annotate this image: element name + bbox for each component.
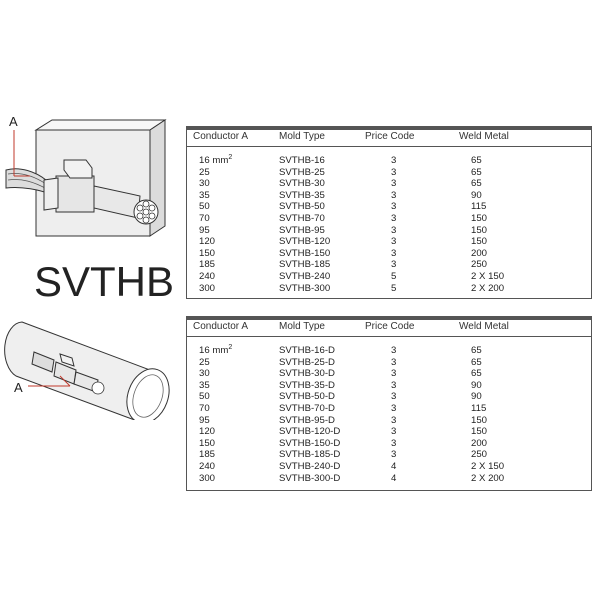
cell-price-code <box>391 201 471 213</box>
cell-weld-metal-text: 115 <box>471 201 487 213</box>
cell-price-code <box>391 391 471 403</box>
cell-price-code-text: 3 <box>391 247 397 259</box>
cell-weld-metal-text: 2 X 200 <box>471 472 505 484</box>
cell-weld-metal-text: 150 <box>471 414 488 426</box>
cell-conductor-text: 300 <box>199 472 216 484</box>
cell-weld-metal <box>471 201 571 213</box>
cell-mold-type-text: SVTHB-50 <box>279 201 325 213</box>
cell-weld-metal <box>471 225 571 237</box>
cell-conductor-text: 25 <box>199 166 210 178</box>
cell-weld-metal <box>471 380 571 392</box>
cell-conductor <box>187 213 279 225</box>
cell-weld-metal-text: 2 X 150 <box>471 460 505 472</box>
cell-conductor-text: 25 <box>199 356 210 368</box>
cell-price-code-text: 3 <box>391 391 397 403</box>
cell-mold-type-text: SVTHB-50-D <box>279 391 335 403</box>
cell-mold-type-text: SVTHB-30 <box>279 178 325 190</box>
table-row <box>187 403 591 415</box>
cell-conductor <box>187 391 279 403</box>
cell-mold-type-text: SVTHB-185-D <box>279 449 341 461</box>
cell-weld-metal-text: 90 <box>471 391 482 403</box>
cell-weld-metal <box>471 283 571 295</box>
cell-mold-type <box>279 167 391 179</box>
cell-conductor <box>187 380 279 392</box>
cell-weld-metal-text: 90 <box>471 189 482 201</box>
cell-price-code-text: 3 <box>391 414 397 426</box>
cell-conductor <box>187 357 279 369</box>
cell-mold-type <box>279 201 391 213</box>
svthb-spec-table <box>186 126 592 299</box>
cell-weld-metal-text: 65 <box>471 345 482 356</box>
cell-mold-type-text: SVTHB-300 <box>279 282 331 294</box>
cell-weld-metal <box>471 271 571 283</box>
table-body <box>187 147 591 294</box>
cell-price-code <box>391 236 471 248</box>
cell-weld-metal <box>471 190 571 202</box>
flat-plate-connection-drawing <box>0 100 180 250</box>
cell-conductor-text: 30 <box>199 368 210 380</box>
cell-weld-metal <box>471 368 571 380</box>
cell-price-code <box>391 283 471 295</box>
cell-price-code <box>391 438 471 450</box>
cell-conductor <box>187 178 279 190</box>
cell-price-code <box>391 178 471 190</box>
cell-weld-metal-text: 2 X 150 <box>471 270 505 282</box>
cell-mold-type-text: SVTHB-70 <box>279 212 325 224</box>
cell-price-code <box>391 357 471 369</box>
table-row <box>187 155 591 167</box>
cell-price-code-text: 3 <box>391 259 397 271</box>
cell-weld-metal-text: 90 <box>471 379 482 391</box>
cell-weld-metal-text: 65 <box>471 166 482 178</box>
cell-weld-metal <box>471 178 571 190</box>
table-row <box>187 368 591 380</box>
cell-price-code <box>391 449 471 461</box>
cell-price-code <box>391 213 471 225</box>
cell-mold-type-text: SVTHB-35 <box>279 189 325 201</box>
cell-conductor <box>187 473 279 485</box>
cell-mold-type <box>279 391 391 403</box>
table-header <box>187 130 591 147</box>
cell-conductor-text: 50 <box>199 201 210 213</box>
cell-conductor-text: 70 <box>199 402 210 414</box>
unit-superscript: 2 <box>228 343 233 351</box>
cell-conductor <box>187 201 279 213</box>
cell-price-code-text: 3 <box>391 345 397 356</box>
cell-price-code-text: 5 <box>391 282 397 294</box>
table-row <box>187 438 591 450</box>
cell-price-code <box>391 473 471 485</box>
cell-mold-type <box>279 449 391 461</box>
cell-conductor <box>187 155 279 167</box>
table-body <box>187 337 591 484</box>
cell-mold-type <box>279 380 391 392</box>
cell-conductor-text: 35 <box>199 189 210 201</box>
flat-plate-connection-illustration <box>0 100 180 250</box>
cell-mold-type <box>279 473 391 485</box>
cell-price-code <box>391 225 471 237</box>
table-row <box>187 271 591 283</box>
cell-price-code-text: 3 <box>391 356 397 368</box>
cell-mold-type-text: SVTHB-185 <box>279 259 331 271</box>
cell-weld-metal-text: 150 <box>471 426 488 438</box>
cell-weld-metal-text: 150 <box>471 236 488 248</box>
cell-conductor-text: 50 <box>199 391 210 403</box>
cell-mold-type <box>279 213 391 225</box>
cell-price-code <box>391 155 471 167</box>
cell-price-code-text: 5 <box>391 270 397 282</box>
cell-price-code <box>391 461 471 473</box>
callout-label-bottom: A <box>14 380 23 395</box>
cell-mold-type-text: SVTHB-95-D <box>279 414 335 426</box>
table-row <box>187 345 591 357</box>
table-row <box>187 391 591 403</box>
cell-price-code-text: 3 <box>391 236 397 248</box>
header-price-code: Price Code <box>365 321 415 332</box>
cell-mold-type <box>279 403 391 415</box>
cell-conductor-text: 95 <box>199 414 210 426</box>
cell-price-code-text: 3 <box>391 224 397 236</box>
header-price-code: Price Code <box>365 131 415 142</box>
cell-conductor <box>187 426 279 438</box>
cell-mold-type-text: SVTHB-95 <box>279 224 325 236</box>
table-row <box>187 426 591 438</box>
cell-price-code-text: 3 <box>391 426 397 438</box>
cell-mold-type <box>279 438 391 450</box>
cell-conductor <box>187 449 279 461</box>
cell-price-code <box>391 368 471 380</box>
cell-mold-type <box>279 357 391 369</box>
table-row <box>187 415 591 427</box>
header-mold-type: Mold Type <box>279 131 325 142</box>
cell-mold-type <box>279 248 391 260</box>
table-row <box>187 213 591 225</box>
cell-conductor-text: 300 <box>199 282 216 294</box>
cell-weld-metal-text: 200 <box>471 247 488 259</box>
cell-mold-type-text: SVTHB-30-D <box>279 368 335 380</box>
cell-conductor-text: 240 <box>199 270 216 282</box>
cell-weld-metal-text: 65 <box>471 178 482 190</box>
cell-price-code-text: 3 <box>391 189 397 201</box>
table-row <box>187 248 591 260</box>
cell-weld-metal <box>471 357 571 369</box>
cell-weld-metal-text: 250 <box>471 259 488 271</box>
table-row <box>187 473 591 485</box>
cell-mold-type-text: SVTHB-150-D <box>279 437 341 449</box>
table-header <box>187 320 591 337</box>
cell-price-code-text: 3 <box>391 368 397 380</box>
cell-conductor <box>187 415 279 427</box>
cell-price-code-text: 3 <box>391 402 397 414</box>
table-row <box>187 259 591 271</box>
table-row <box>187 178 591 190</box>
cell-weld-metal <box>471 236 571 248</box>
cell-weld-metal <box>471 213 571 225</box>
cell-mold-type <box>279 190 391 202</box>
cell-weld-metal <box>471 426 571 438</box>
cell-conductor <box>187 403 279 415</box>
cell-conductor <box>187 283 279 295</box>
cell-conductor <box>187 167 279 179</box>
cell-weld-metal <box>471 167 571 179</box>
cell-mold-type-text: SVTHB-16-D <box>279 345 335 356</box>
cell-mold-type-text: SVTHB-35-D <box>279 379 335 391</box>
header-mold-type: Mold Type <box>279 321 325 332</box>
cell-mold-type <box>279 461 391 473</box>
cell-price-code <box>391 259 471 271</box>
cell-conductor-text: 120 <box>199 236 216 248</box>
cell-weld-metal-text: 65 <box>471 155 482 166</box>
cell-mold-type <box>279 368 391 380</box>
cell-mold-type-text: SVTHB-25 <box>279 166 325 178</box>
cell-mold-type-text: SVTHB-300-D <box>279 472 341 484</box>
cell-price-code <box>391 415 471 427</box>
cell-weld-metal <box>471 345 571 357</box>
cell-price-code-text: 3 <box>391 379 397 391</box>
cell-weld-metal <box>471 438 571 450</box>
cell-price-code-text: 3 <box>391 166 397 178</box>
cell-conductor-text: 35 <box>199 379 210 391</box>
cell-conductor-text: 150 <box>199 437 216 449</box>
cell-conductor-text: 30 <box>199 178 210 190</box>
cell-conductor <box>187 248 279 260</box>
cell-price-code <box>391 426 471 438</box>
cell-weld-metal-text: 200 <box>471 437 488 449</box>
cell-weld-metal-text: 65 <box>471 356 482 368</box>
unit-superscript: 2 <box>228 153 233 161</box>
header-conductor: Conductor A <box>193 321 249 332</box>
cell-mold-type <box>279 259 391 271</box>
cell-price-code <box>391 271 471 283</box>
cell-mold-type <box>279 345 391 357</box>
cell-conductor-text: 120 <box>199 426 216 438</box>
cell-price-code-text: 4 <box>391 460 397 472</box>
cell-weld-metal-text: 250 <box>471 449 488 461</box>
table-row <box>187 449 591 461</box>
cell-weld-metal-text: 2 X 200 <box>471 282 505 294</box>
cell-weld-metal-text: 65 <box>471 368 482 380</box>
cell-weld-metal <box>471 473 571 485</box>
cell-price-code-text: 3 <box>391 437 397 449</box>
cell-mold-type <box>279 236 391 248</box>
cell-mold-type-text: SVTHB-120 <box>279 236 331 248</box>
cell-mold-type <box>279 225 391 237</box>
cell-mold-type-text: SVTHB-150 <box>279 247 331 259</box>
header-conductor: Conductor A <box>193 131 249 142</box>
product-title: SVTHB <box>34 258 175 305</box>
table-row <box>187 236 591 248</box>
cell-price-code-text: 3 <box>391 212 397 224</box>
cell-conductor-text: 185 <box>199 449 216 461</box>
svthb-d-spec-table <box>186 316 592 491</box>
cell-weld-metal <box>471 449 571 461</box>
cell-weld-metal <box>471 461 571 473</box>
cell-price-code-text: 3 <box>391 155 397 166</box>
table-row <box>187 225 591 237</box>
cell-weld-metal <box>471 391 571 403</box>
cell-conductor <box>187 190 279 202</box>
cell-price-code <box>391 345 471 357</box>
table-row <box>187 201 591 213</box>
cell-price-code-text: 3 <box>391 178 397 190</box>
pipe-connection-illustration <box>0 300 180 420</box>
cell-weld-metal <box>471 259 571 271</box>
cell-weld-metal <box>471 155 571 167</box>
cell-conductor-text: 16 mm <box>199 155 229 166</box>
cell-mold-type <box>279 415 391 427</box>
cell-weld-metal <box>471 415 571 427</box>
cell-conductor-text: 240 <box>199 460 216 472</box>
cell-mold-type <box>279 271 391 283</box>
cell-conductor-text: 95 <box>199 224 210 236</box>
cell-mold-type <box>279 178 391 190</box>
cell-weld-metal-text: 150 <box>471 224 488 236</box>
cell-conductor <box>187 461 279 473</box>
cell-mold-type-text: SVTHB-16 <box>279 155 325 166</box>
cell-mold-type <box>279 155 391 167</box>
cell-price-code <box>391 248 471 260</box>
cell-price-code <box>391 380 471 392</box>
cell-conductor-text: 150 <box>199 247 216 259</box>
cell-conductor <box>187 236 279 248</box>
cell-conductor <box>187 271 279 283</box>
table-row <box>187 167 591 179</box>
cell-conductor <box>187 438 279 450</box>
cell-mold-type-text: SVTHB-25-D <box>279 356 335 368</box>
cell-mold-type-text: SVTHB-120-D <box>279 426 341 438</box>
cell-conductor <box>187 225 279 237</box>
cell-weld-metal <box>471 403 571 415</box>
header-weld-metal: Weld Metal <box>459 131 509 142</box>
cell-mold-type-text: SVTHB-70-D <box>279 402 335 414</box>
header-weld-metal: Weld Metal <box>459 321 509 332</box>
table-row <box>187 190 591 202</box>
cell-price-code <box>391 190 471 202</box>
cell-conductor-text: 70 <box>199 212 210 224</box>
table-row <box>187 461 591 473</box>
cell-price-code-text: 3 <box>391 449 397 461</box>
cell-conductor <box>187 368 279 380</box>
table-row <box>187 357 591 369</box>
cell-mold-type-text: SVTHB-240 <box>279 270 331 282</box>
cell-mold-type <box>279 283 391 295</box>
table-row <box>187 283 591 295</box>
cell-weld-metal <box>471 248 571 260</box>
cell-weld-metal-text: 115 <box>471 402 487 414</box>
cell-price-code <box>391 403 471 415</box>
cell-conductor-text: 16 mm <box>199 345 229 356</box>
cell-price-code-text: 4 <box>391 472 397 484</box>
table-row <box>187 380 591 392</box>
cell-weld-metal-text: 150 <box>471 212 488 224</box>
cell-conductor <box>187 345 279 357</box>
callout-label-top: A <box>9 114 18 129</box>
cell-price-code <box>391 167 471 179</box>
pipe-connection-drawing <box>0 300 180 420</box>
cell-price-code-text: 3 <box>391 201 397 213</box>
cell-mold-type <box>279 426 391 438</box>
cell-conductor-text: 185 <box>199 259 216 271</box>
cell-conductor <box>187 259 279 271</box>
cell-mold-type-text: SVTHB-240-D <box>279 460 341 472</box>
